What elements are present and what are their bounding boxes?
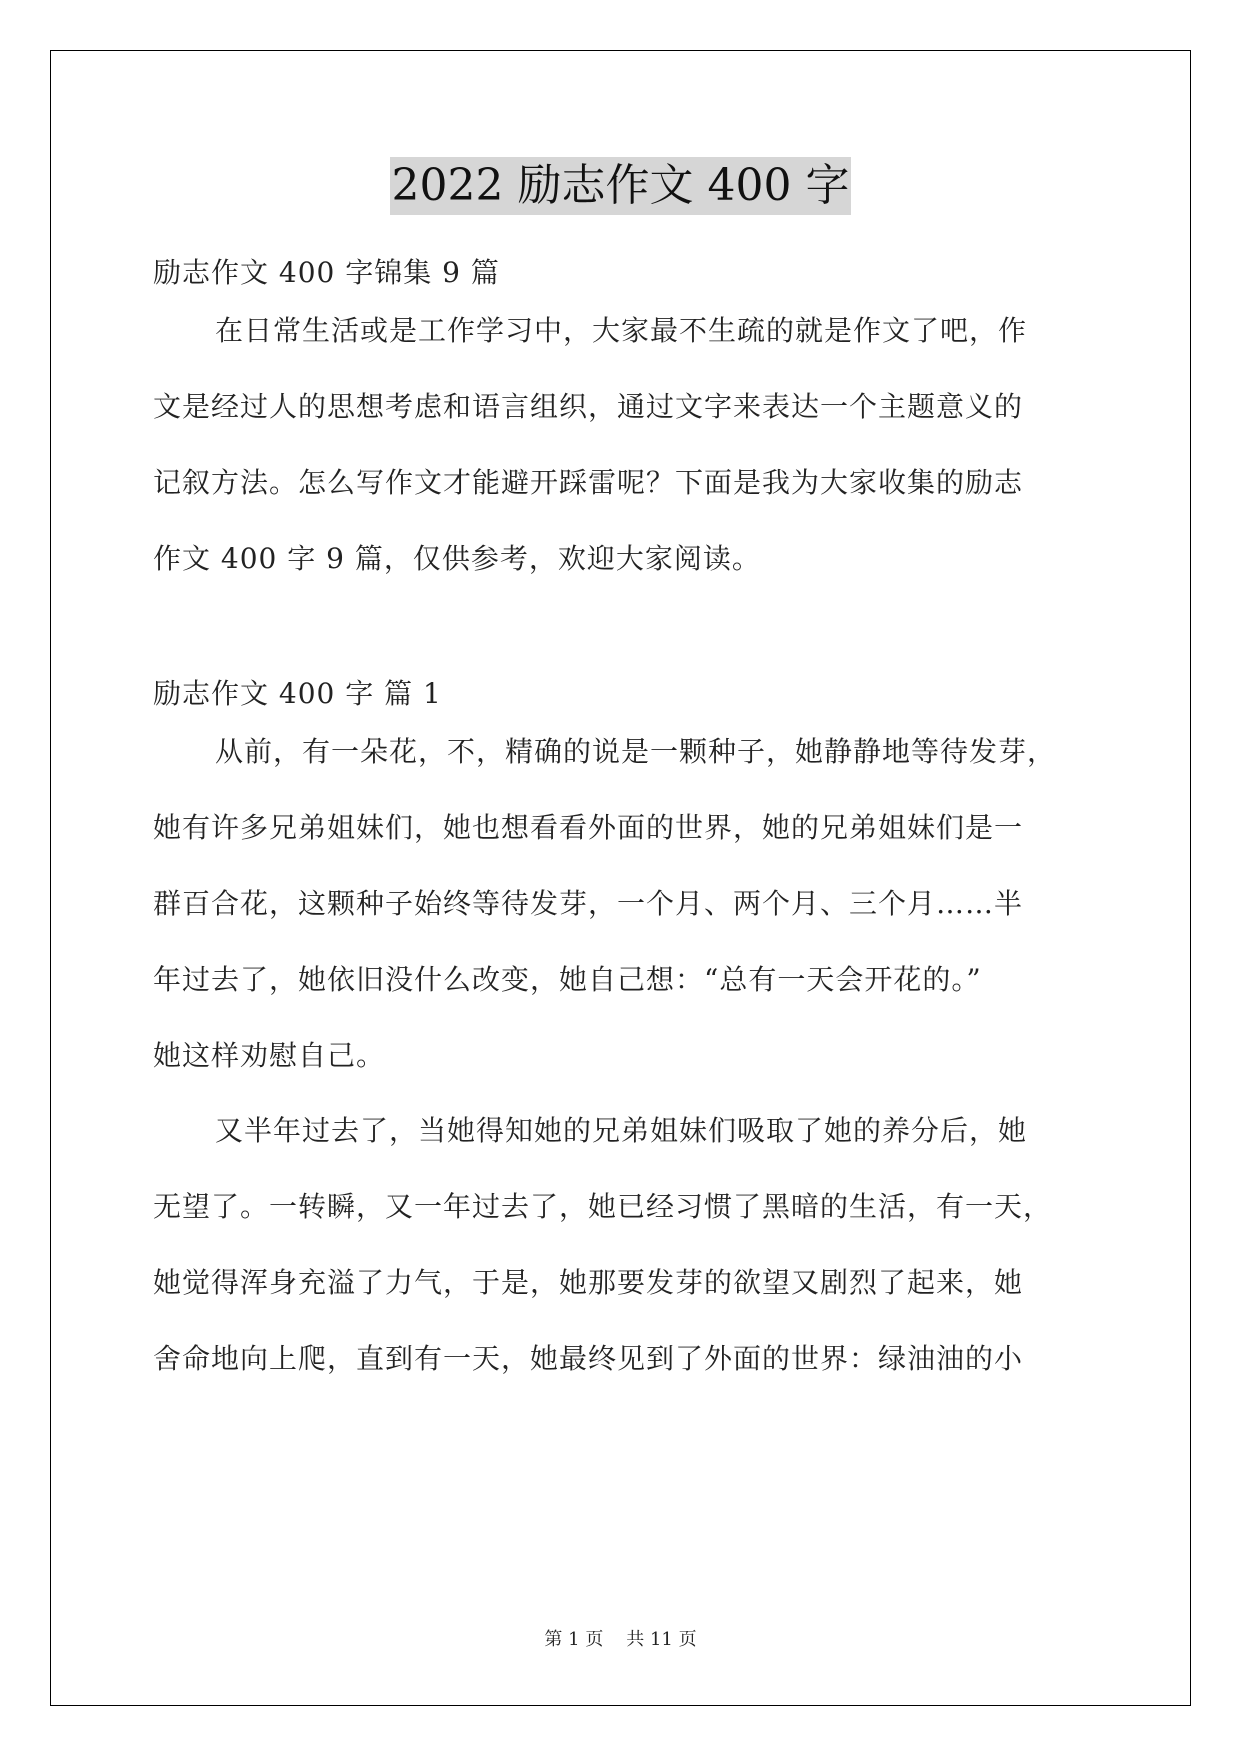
document-title: 2022 励志作文 400 字: [390, 157, 852, 215]
para2-line-1: 又半年过去了，当她得知她的兄弟姐妹们吸取了她的养分后，她: [215, 1114, 1028, 1147]
para2-line-4: 舍命地向上爬，直到有一天，她最终见到了外面的世界：绿油油的小: [153, 1342, 1024, 1375]
para1-line-4: 年过去了，她依旧没什么改变，她自己想：“总有一天会开花的。”: [153, 963, 982, 996]
para2-line-2: 无望了。一转瞬，又一年过去了，她已经习惯了黑暗的生活，有一天，: [153, 1190, 1053, 1223]
intro-line-2: 文是经过人的思想考虑和语言组织，通过文字来表达一个主题意义的: [153, 390, 1024, 423]
para1-line-3: 群百合花，这颗种子始终等待发芽，一个月、两个月、三个月……半: [153, 887, 1024, 920]
para2-line-3: 她觉得浑身充溢了力气，于是，她那要发芽的欲望又剧烈了起来，她: [153, 1266, 1024, 1299]
page-footer: [0, 1628, 1241, 1652]
page-number: 第 1 页: [544, 1629, 604, 1650]
intro-line-1: 在日常生活或是工作学习中，大家最不生疏的就是作文了吧，作: [215, 314, 1028, 347]
document-subtitle: 励志作文 400 字锦集 9 篇: [153, 256, 500, 289]
title-container: [0, 157, 1241, 215]
intro-paragraph: [153, 293, 1088, 597]
page-total: 共 11 页: [626, 1629, 697, 1650]
para1-line-1: 从前，有一朵花，不，精确的说是一颗种子，她静静地等待发芽，: [215, 735, 1057, 768]
section-heading: 励志作文 400 字 篇 1: [153, 677, 442, 710]
intro-line-4: 作文 400 字 9 篇，仅供参考，欢迎大家阅读。: [153, 542, 761, 575]
para1-line-2: 她有许多兄弟姐妹们，她也想看看外面的世界，她的兄弟姐妹们是一: [153, 811, 1024, 844]
paragraph-1: [153, 714, 1088, 1094]
para1-line-5: 她这样劝慰自己。: [153, 1039, 386, 1072]
intro-line-3: 记叙方法。怎么写作文才能避开踩雷呢？下面是我为大家收集的励志: [153, 466, 1024, 499]
paragraph-2: [153, 1093, 1088, 1397]
